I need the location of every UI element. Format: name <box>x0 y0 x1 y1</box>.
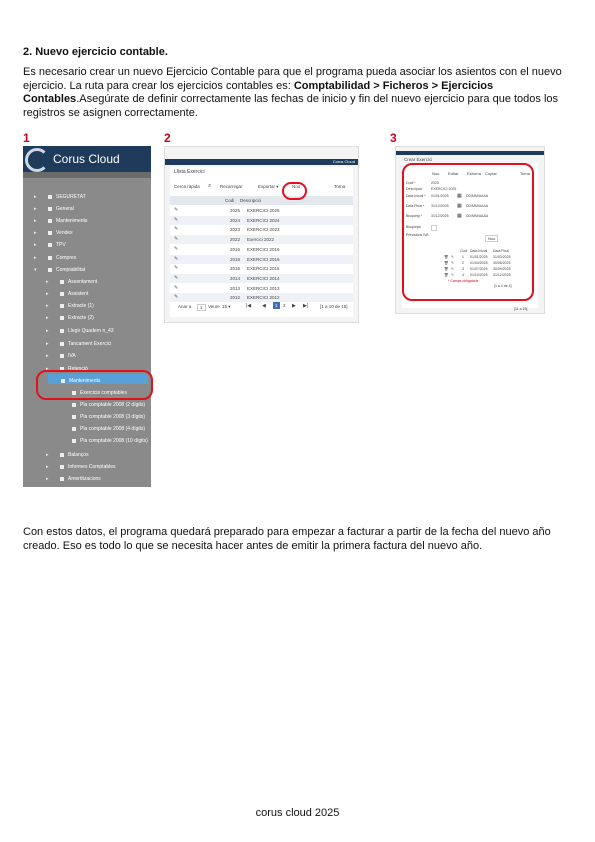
pager-next-icon[interactable]: ▶ <box>292 303 296 309</box>
sidebar-item-2[interactable]: Manteniments <box>48 218 87 224</box>
sidebar-header <box>23 146 151 172</box>
row-desc: EXERCICI 2013 <box>247 285 280 291</box>
form-btn-copy[interactable]: Copiar <box>485 171 497 176</box>
highlight-ring-manteniments <box>36 370 153 400</box>
table-row[interactable] <box>170 225 353 234</box>
expand-arrow-icon[interactable]: ▸ <box>34 218 37 224</box>
sidebar-item-9[interactable]: Extracte (1) <box>60 303 94 309</box>
row-desc: EXERCICI 2014 <box>247 275 280 281</box>
edit-icon[interactable]: ✎ <box>451 273 454 277</box>
expand-arrow-icon[interactable]: ▸ <box>46 328 49 334</box>
required-note: * Camps obligatoris <box>448 279 479 283</box>
table-row[interactable] <box>170 216 353 225</box>
table-header <box>170 196 353 205</box>
intro-text-2: .Asegúrate de definir correctamente las fechas de inicio y fin del nuevo ejercicio para que todos los registros se asignen correctamente. <box>23 93 559 119</box>
sidebar-item-8[interactable]: Assistent <box>60 291 88 297</box>
sub-row-start: 01/01/2025 <box>470 255 488 259</box>
row-code: 2022 <box>230 237 241 243</box>
col-code-header[interactable]: Codi <box>225 198 235 203</box>
sub-col-start: Data Inicial <box>470 249 488 253</box>
expand-arrow-icon[interactable]: ▸ <box>34 230 37 236</box>
expand-arrow-icon[interactable]: ▸ <box>46 291 49 297</box>
sub-row-end: 31/12/2025 <box>493 273 511 277</box>
sub-row-start: 01/07/2025 <box>470 267 488 271</box>
delete-icon[interactable]: 🗑 <box>444 273 449 277</box>
quick-search-input[interactable]: Cerca ràpida <box>174 184 200 189</box>
back-button[interactable]: Torna <box>334 184 346 189</box>
sidebar-item-13[interactable]: IVA <box>60 353 76 359</box>
row-desc: EXERCICI 2023 <box>247 227 280 233</box>
sidebar-item-6[interactable]: Comptabilitat <box>48 267 85 273</box>
sub-row-code: 2 <box>462 261 464 265</box>
sub-row-code: 4 <box>462 273 464 277</box>
form-label: Descripció <box>406 187 423 191</box>
row-code: 2013 <box>230 285 241 291</box>
expand-arrow-icon[interactable]: ▸ <box>34 194 37 200</box>
edit-icon[interactable]: ✎ <box>451 255 454 259</box>
sidebar-item-20[interactable]: Pla comptable 2008 (10 dígits) <box>72 438 148 444</box>
sub-row-end: 30/09/2025 <box>493 267 511 271</box>
expand-arrow-icon[interactable]: ▸ <box>46 303 49 309</box>
table-row[interactable] <box>170 206 353 215</box>
row-code: 2015 <box>230 266 241 272</box>
table-row[interactable] <box>170 284 353 293</box>
form-field-value[interactable]: 01/01/2025 <box>431 194 449 198</box>
sub-summary: [1 a 4 de 4] <box>494 284 512 288</box>
calendar-icon[interactable]: ▦ <box>457 213 462 219</box>
expand-arrow-icon[interactable]: ▸ <box>34 206 37 212</box>
table-row[interactable] <box>170 274 353 283</box>
expand-arrow-icon[interactable]: ▸ <box>46 341 49 347</box>
expand-arrow-icon[interactable]: ▸ <box>46 279 49 285</box>
figure-label-1: 1 <box>23 131 30 145</box>
sub-col-end: Data Final <box>493 249 509 253</box>
edit-icon[interactable]: ✎ <box>174 255 179 262</box>
row-desc: EXERCICI 2015 <box>247 266 280 272</box>
col-desc-header[interactable]: Descripció <box>240 198 262 203</box>
form-label: Data Inicial * <box>406 194 426 198</box>
form-btn-back[interactable]: Torna <box>520 171 531 176</box>
sidebar-item-17[interactable]: Pla comptable 2008 (2 dígits) <box>72 402 145 408</box>
form-top-bar <box>396 151 544 155</box>
date-format-hint: DD/MM/AAAA <box>466 194 489 198</box>
form-label: Bloquejat <box>406 225 421 229</box>
sub-col-code: Codi <box>460 249 468 253</box>
edit-icon[interactable]: ✎ <box>174 284 179 291</box>
expand-arrow-icon[interactable]: ▸ <box>46 464 49 470</box>
intro-text-1: Es necesario crear un nuevo Ejercicio Contable para que el programa pueda asociar los asientos con el nuevo ejercicio. La ruta para crear los ejercicios contables es: <box>23 66 562 92</box>
sidebar-item-4[interactable]: TPV <box>48 242 66 248</box>
list-card <box>170 167 353 317</box>
intro-paragraph <box>23 66 578 120</box>
app-title: Corus Cloud <box>53 152 120 166</box>
per-page-value: 15 <box>222 304 228 309</box>
edit-icon[interactable]: ✎ <box>174 265 179 272</box>
date-format-hint: DD/MM/AAAA <box>466 214 489 218</box>
highlight-ring-form <box>402 163 534 301</box>
edit-icon[interactable]: ✎ <box>451 261 454 265</box>
page-footer: corus cloud 2025 <box>255 807 340 819</box>
delete-icon[interactable]: 🗑 <box>444 267 449 271</box>
pager-page-1[interactable]: 1 <box>275 303 278 308</box>
sidebar-item-10[interactable]: Extracte (2) <box>60 315 94 321</box>
form-btn-edit[interactable]: Editar <box>448 171 459 176</box>
row-code: 2025 <box>230 208 241 213</box>
sidebar-item-1[interactable]: General <box>48 206 74 212</box>
sub-row-code: 3 <box>462 267 464 271</box>
sidebar-item-14[interactable]: Retenció <box>60 366 88 372</box>
expand-arrow-icon[interactable]: ▸ <box>46 353 49 359</box>
expand-arrow-icon[interactable]: ▸ <box>46 366 49 372</box>
delete-icon[interactable]: 🗑 <box>444 261 449 265</box>
list-title: Llista Exercici <box>174 169 205 175</box>
pager-per-page-select[interactable]: 15 ▾ <box>222 304 231 309</box>
pager-page-input[interactable]: 1 <box>197 304 206 311</box>
edit-icon[interactable]: ✎ <box>174 294 179 301</box>
form-field-value[interactable]: 31/12/2025 <box>431 204 449 208</box>
pager-page-2[interactable]: 2 <box>283 303 286 308</box>
corus-logo-icon <box>25 148 49 172</box>
menu-path: Comptabilidad > Ficheros > Ejercicios Contables <box>23 79 494 105</box>
sidebar-item-3[interactable]: Vendes <box>48 230 73 236</box>
expand-arrow-icon[interactable]: ▸ <box>46 452 49 458</box>
edit-icon[interactable]: ✎ <box>174 274 179 281</box>
new-button[interactable]: Nou <box>292 184 301 189</box>
table-row[interactable] <box>170 264 353 273</box>
expand-arrow-icon[interactable]: ▸ <box>34 255 37 261</box>
sidebar-item-23[interactable]: Amortitzacions <box>60 476 101 482</box>
sub-row-start: 01/04/2025 <box>470 261 488 265</box>
sidebar-item-22[interactable]: Informes Comptables <box>60 464 116 470</box>
date-format-hint: DD/MM/AAAA <box>466 204 489 208</box>
row-desc: EXERCICI 2016 <box>247 246 280 252</box>
row-desc: EXERCICI 2024 <box>247 217 280 223</box>
sidebar-item-12[interactable]: Tancament Exercici <box>60 341 111 347</box>
sidebar-item-15[interactable]: Manteniments <box>61 378 100 384</box>
expand-arrow-icon[interactable]: ▸ <box>46 315 49 321</box>
form-field-value[interactable]: 2025 <box>431 181 439 185</box>
pager-go-label: Anar a <box>178 304 192 309</box>
form-btn-new[interactable]: Nou <box>432 171 440 176</box>
pager-view-label: Veure <box>208 304 220 309</box>
pager-summary: [1 a 10 de 15] <box>320 304 348 309</box>
sidebar-item-16[interactable]: Exercicis comptables <box>72 390 127 396</box>
sub-row-code: 1 <box>462 255 464 259</box>
row-desc: EXERCICI 2016 <box>247 256 280 262</box>
form-label: Codi * <box>406 181 416 185</box>
row-code: 2016 <box>230 246 241 252</box>
form-pager-summary: [11 a 15] <box>514 307 528 311</box>
row-desc: EXERCICI 2012 <box>247 295 280 301</box>
pager-prev-icon[interactable]: ◀ <box>262 303 266 309</box>
row-desc: Exercici 2022 <box>247 237 275 243</box>
list-top-bar <box>165 159 358 165</box>
table-row[interactable] <box>170 293 353 302</box>
edit-icon[interactable]: ✎ <box>174 207 179 213</box>
sub-row-end: 31/03/2025 <box>493 255 511 259</box>
expand-arrow-icon[interactable]: ▸ <box>46 476 49 482</box>
table-row[interactable] <box>170 245 353 254</box>
row-code: 2016 <box>230 256 241 262</box>
list-screenshot <box>164 146 359 323</box>
figure-label-2: 2 <box>164 131 171 145</box>
row-code: 2014 <box>230 275 241 281</box>
sidebar-strip <box>23 172 151 178</box>
sub-new-button[interactable]: Nou <box>485 235 498 242</box>
form-label: Data Final * <box>406 204 425 208</box>
table-row[interactable] <box>170 255 353 264</box>
form-field-value[interactable]: EXERCICI 2025 <box>431 187 457 191</box>
closing-paragraph: Con estos datos, el programa quedará preparado para empezar a facturar a partir de la fecha del nuevo año creado. Eso es todo lo que se necesita hacer antes de emitir la primera factura del nuevo año. <box>23 526 551 552</box>
highlight-ring-new <box>282 182 307 200</box>
sub-row-end: 30/06/2025 <box>493 261 511 265</box>
list-bar-label: Corus Cloud <box>332 159 355 164</box>
sidebar-item-11[interactable]: Llegir Quadern n_43 <box>60 328 114 334</box>
row-desc: EXERCICI 2025 <box>247 208 280 213</box>
pager-first-icon[interactable]: |◀ <box>246 303 252 309</box>
expand-arrow-icon[interactable]: ▸ <box>34 242 37 248</box>
refresh-button[interactable]: Recarregar <box>220 184 243 189</box>
search-icon[interactable]: ⌕ <box>208 183 212 189</box>
section-heading: 2. Nuevo ejercicio contable. <box>23 46 168 58</box>
calendar-icon[interactable]: ▦ <box>457 203 462 209</box>
edit-icon[interactable]: ✎ <box>174 226 179 233</box>
form-btn-delete[interactable]: Esborra <box>467 171 482 176</box>
sidebar-item-21[interactable]: Balanços <box>60 452 89 458</box>
form-field-value[interactable]: 31/12/2025 <box>431 214 449 218</box>
edit-icon[interactable]: ✎ <box>174 236 179 243</box>
expand-arrow-icon[interactable]: ▾ <box>34 267 37 273</box>
edit-icon[interactable]: ✎ <box>451 267 454 271</box>
form-title: Crear Exercici <box>404 157 433 162</box>
figure-label-3: 3 <box>390 131 397 145</box>
pager-last-icon[interactable]: ▶| <box>303 303 309 309</box>
table-row[interactable] <box>170 235 353 244</box>
edit-icon[interactable]: ✎ <box>174 245 179 252</box>
export-label: Exportar <box>258 184 276 189</box>
calendar-icon[interactable]: ▦ <box>457 193 462 199</box>
export-button[interactable]: Exportar ▾ <box>258 184 279 189</box>
sub-row-start: 01/10/2025 <box>470 273 488 277</box>
delete-icon[interactable]: 🗑 <box>444 255 449 259</box>
sidebar-item-0[interactable]: SEGURETAT <box>48 194 86 200</box>
form-label: Prévisions IVA <box>406 233 429 237</box>
row-code: 2024 <box>230 217 241 223</box>
row-code: 2012 <box>230 295 241 301</box>
edit-icon[interactable]: ✎ <box>174 216 179 223</box>
sidebar-item-5[interactable]: Compres <box>48 255 76 261</box>
row-code: 2023 <box>230 227 241 233</box>
sidebar-item-19[interactable]: Pla comptable 2008 (4 dígits) <box>72 426 145 432</box>
sidebar-item-18[interactable]: Pla comptable 2008 (3 dígits) <box>72 414 145 420</box>
form-label: Bloqueig * <box>406 214 422 218</box>
sidebar-item-7[interactable]: Assentament <box>60 279 97 285</box>
